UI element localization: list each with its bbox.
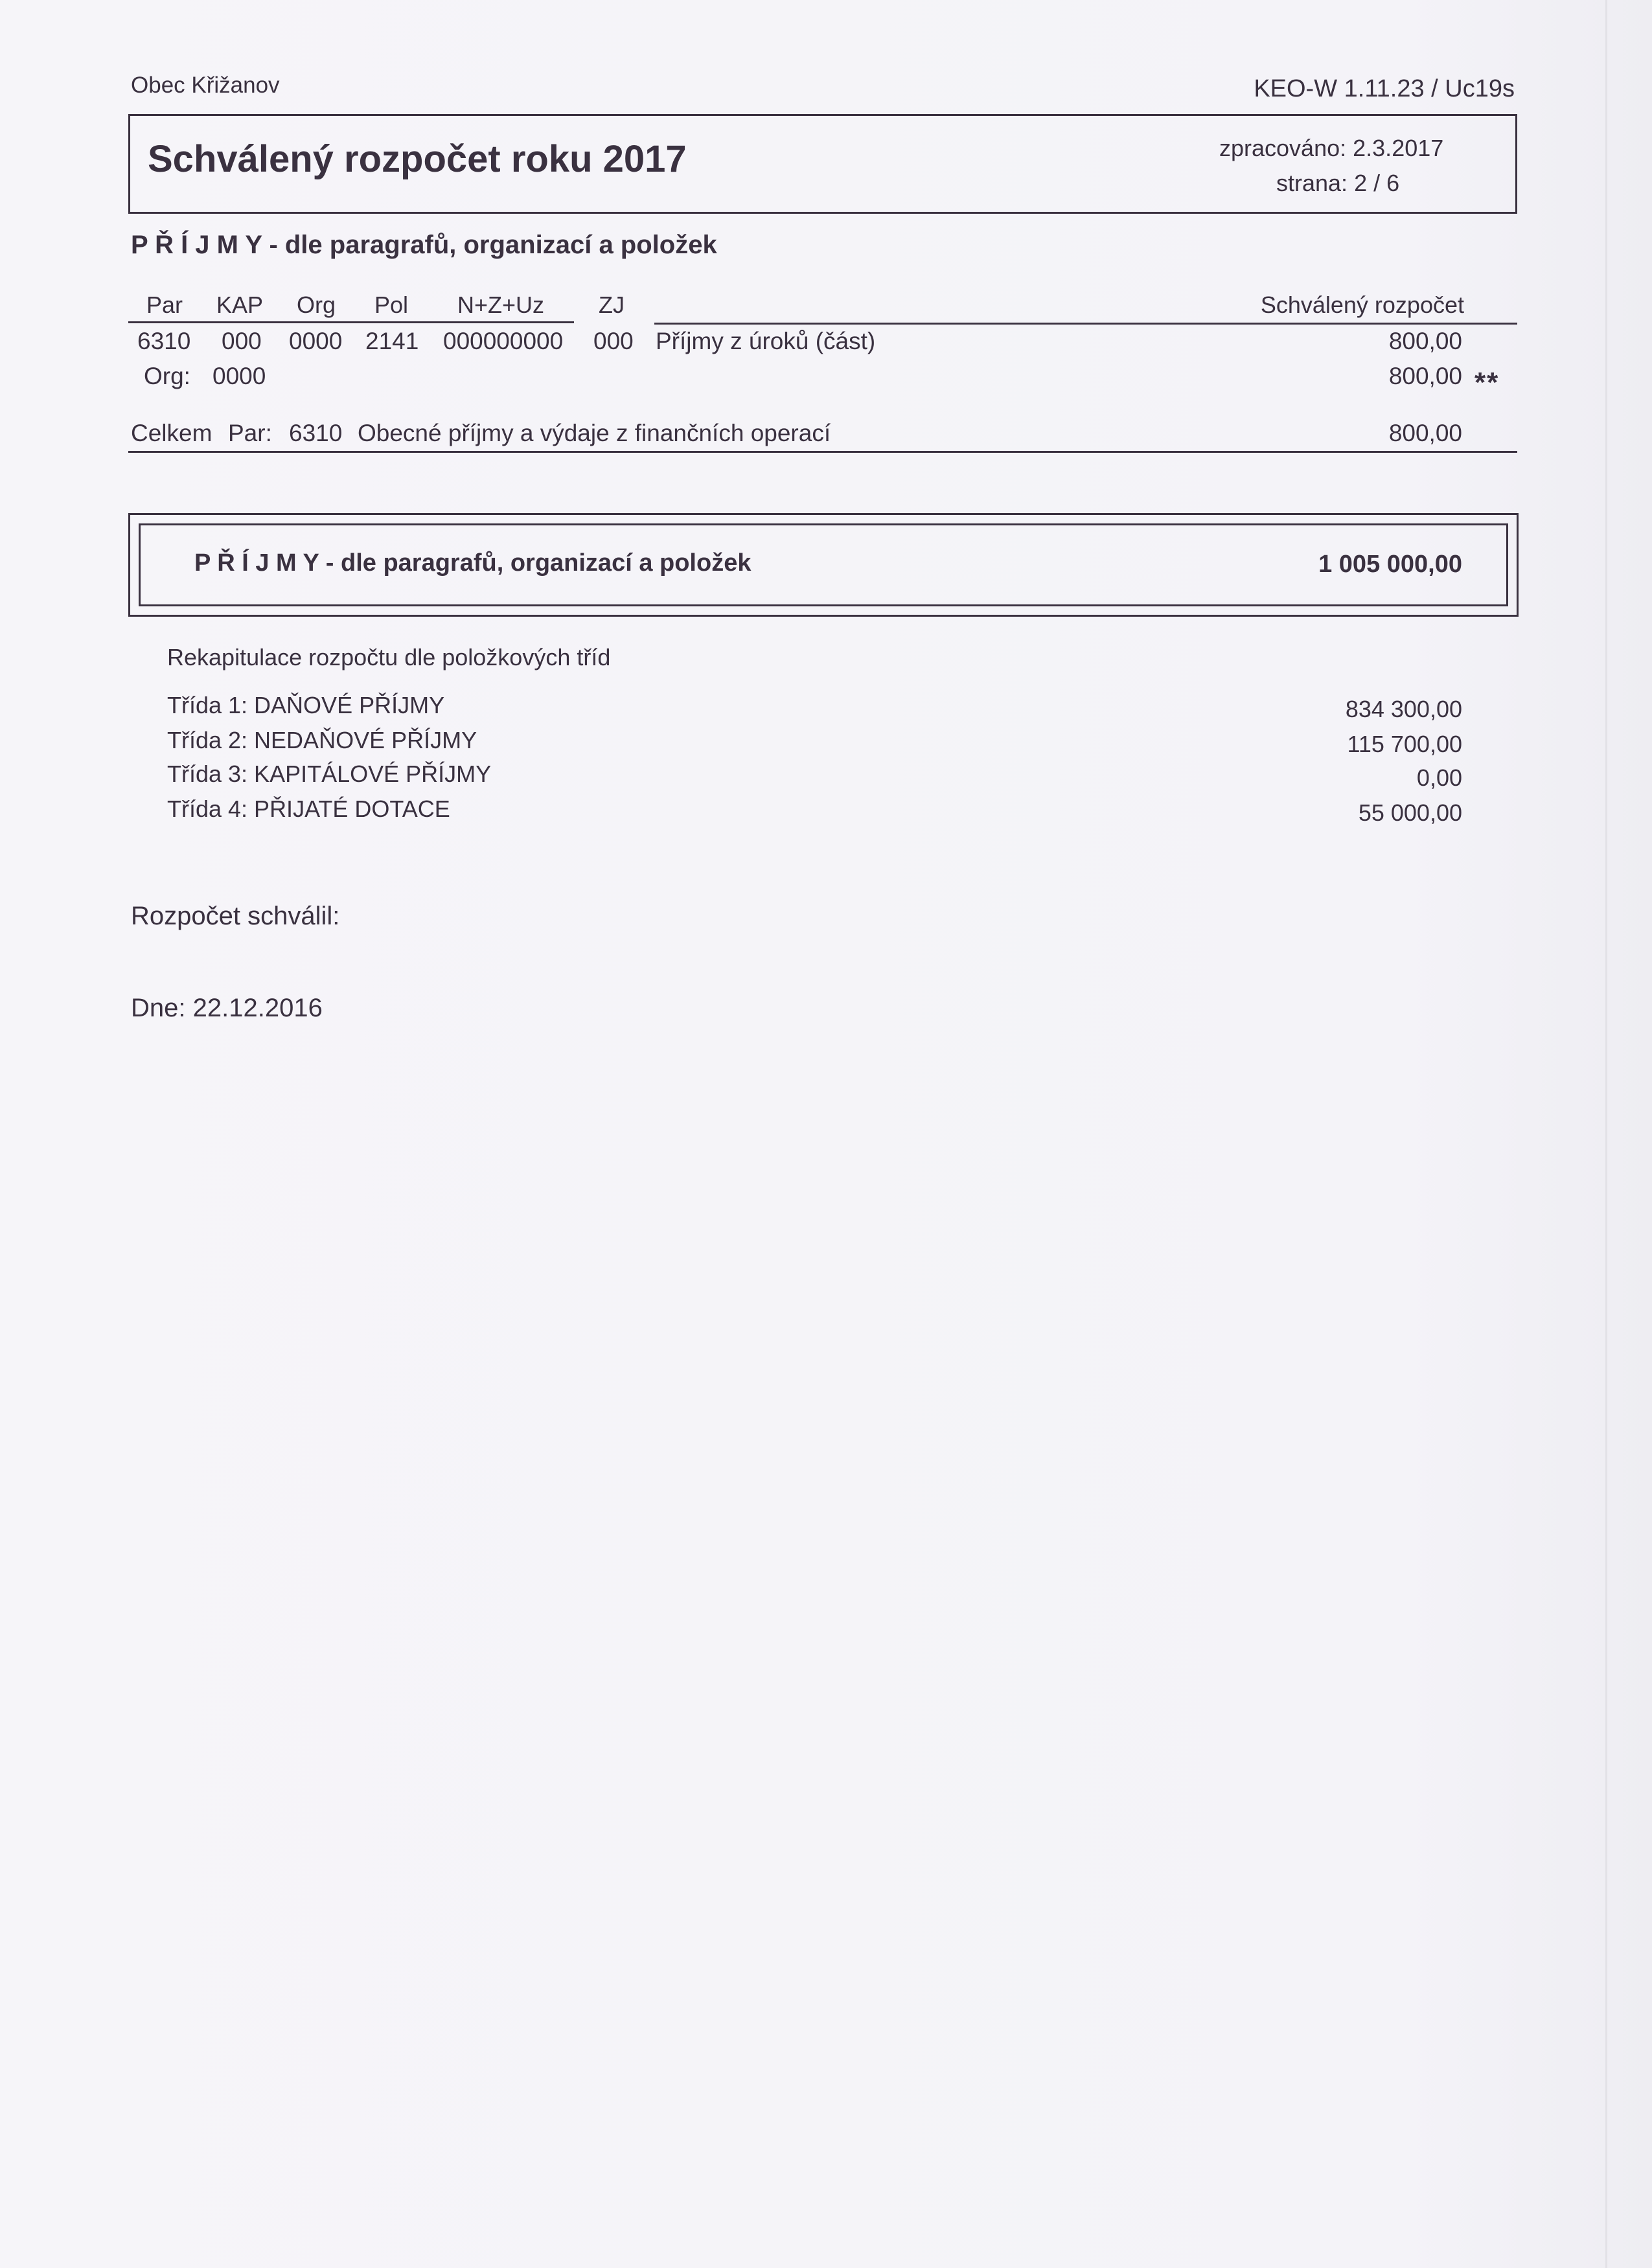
- approved-by-label: Rozpočet schválil:: [131, 902, 340, 930]
- software-version: KEO-W 1.11.23 / Uc19s: [1254, 75, 1515, 102]
- page-label: strana:: [1276, 170, 1348, 196]
- column-header-par: Par: [146, 292, 183, 318]
- organization-name: Obec Křižanov: [131, 73, 280, 98]
- recap-row-amount: 0,00: [1416, 764, 1462, 791]
- page-edge: [1605, 0, 1607, 2268]
- recap-row-label: Třída 1: DAŇOVÉ PŘÍJMY: [167, 692, 445, 718]
- column-header-approved-budget: Schválený rozpočet: [1260, 292, 1464, 318]
- row-kap: 000: [222, 328, 262, 354]
- row-amount: 800,00: [1388, 328, 1462, 354]
- section-heading: P Ř Í J M Y - dle paragrafů, organizací a položek: [131, 231, 717, 259]
- recap-row-amount: 115 700,00: [1347, 731, 1462, 757]
- processed-date: [1219, 135, 1443, 162]
- processed-value: 2.3.2017: [1353, 135, 1444, 161]
- approval-date: [131, 994, 323, 1023]
- column-header-kap: KAP: [216, 292, 264, 318]
- par-total-label: Celkem: [131, 420, 212, 446]
- recap-row-amount: 834 300,00: [1345, 696, 1462, 722]
- par-total-par-label: Par:: [228, 420, 272, 446]
- recap-row-amount: 55 000,00: [1358, 799, 1462, 826]
- row-pol: 2141: [365, 328, 419, 354]
- row-nzuz: 000000000: [443, 328, 564, 354]
- processed-label: zpracováno:: [1219, 135, 1347, 161]
- org-subtotal-label: Org:: [144, 363, 190, 389]
- recap-title: Rekapitulace rozpočtu dle položkových tříd: [167, 644, 611, 670]
- grand-total-amount: 1 005 000,00: [1318, 551, 1462, 578]
- row-zj: 000: [593, 328, 634, 354]
- recap-row-label: Třída 2: NEDAŇOVÉ PŘÍJMY: [167, 727, 477, 753]
- par-total-amount: 800,00: [1388, 420, 1462, 446]
- page-value: 2 / 6: [1354, 170, 1400, 196]
- recap-row-label: Třída 3: KAPITÁLOVÉ PŘÍJMY: [167, 761, 492, 787]
- header-rule-right: [654, 323, 1517, 325]
- org-subtotal-amount: 800,00: [1388, 363, 1462, 389]
- par-total-par: 6310: [289, 420, 343, 446]
- subtotal-mark: **: [1474, 367, 1500, 398]
- org-subtotal-org: 0000: [212, 363, 266, 389]
- row-org: 0000: [289, 328, 343, 354]
- column-header-nzuz: N+Z+Uz: [457, 292, 545, 318]
- par-total-description: Obecné příjmy a výdaje z finančních operací: [358, 420, 831, 446]
- date-label: Dne:: [131, 994, 186, 1022]
- row-description: Příjmy z úroků (část): [656, 328, 876, 354]
- recap-row-label: Třída 4: PŘIJATÉ DOTACE: [167, 796, 450, 822]
- date-value: 22.12.2016: [192, 994, 323, 1022]
- document-title: Schválený rozpočet roku 2017: [148, 138, 687, 180]
- row-par: 6310: [137, 328, 191, 354]
- column-header-pol: Pol: [374, 292, 409, 318]
- column-header-zj: ZJ: [599, 292, 625, 318]
- par-total-rule: [128, 451, 1517, 453]
- column-header-org: Org: [297, 292, 336, 318]
- grand-total-label: P Ř Í J M Y - dle paragrafů, organizací a položek: [194, 549, 751, 577]
- header-rule-left: [128, 321, 574, 323]
- page-number: [1276, 170, 1399, 197]
